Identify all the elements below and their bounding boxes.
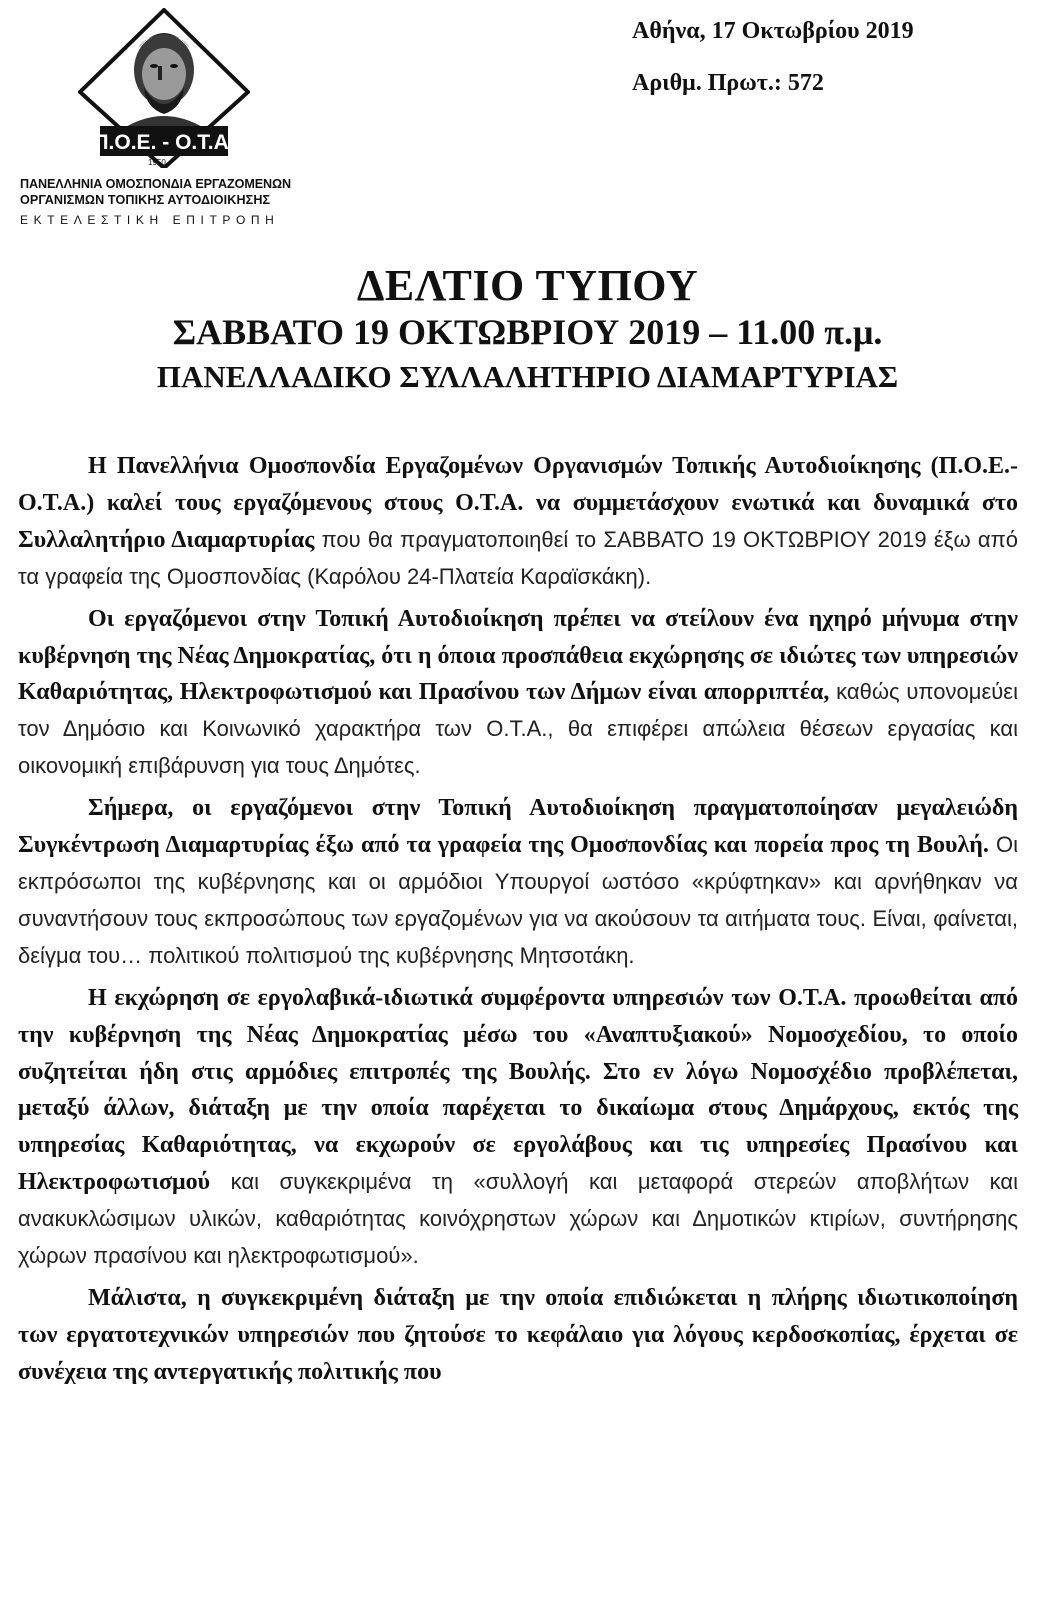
paragraph-regular: που θα πραγματοποιηθεί το ΣΑΒΒΑΤΟ 19 ΟΚΤΩΒΡΙΟΥ 2019 έξω από τα γραφεία της Ομοσπονδίας (Καρόλου 24-Πλατεία Καραϊσκάκη). xyxy=(18,526,1018,589)
protocol-number: 572 xyxy=(787,70,824,96)
logo-year: 1950 xyxy=(148,158,166,167)
press-release-body xyxy=(18,448,1018,1396)
paragraph-regular: και συγκεκριμένα τη «συλλογή και μεταφορά στερεών αποβλήτων και ανακυκλώσιμων υλικών, καθαριότητας κοινόχρηστων χώρων και Δημοτικών κτιρίων, συντήρησης χώρων πρασίνου και ηλεκτροφωτισμού». xyxy=(18,1169,1018,1269)
date-line: Αθήνα, 17 Οκτωβρίου 2019 xyxy=(632,18,914,44)
document-meta xyxy=(632,18,914,122)
org-name-line1: ΠΑΝΕΛΛΗΝΙΑ ΟΜΟΣΠΟΝΔΙΑ ΕΡΓΑΖΟΜΕΝΩΝ xyxy=(20,177,291,191)
paragraph xyxy=(18,1280,1018,1391)
organization-name xyxy=(20,176,320,230)
paragraph-bold: Σήμερα, οι εργαζόμενοι στην Τοπική Αυτοδιοίκηση πραγματοποίησαν μεγαλειώδη Συγκέντρωση Διαμαρτυρίας έξω από τα γραφεία της Ομοσπονδίας και πορεία προς τη Βουλή. xyxy=(18,795,1018,859)
paragraph-bold: Η Πανελλήνια Ομοσπονδία Εργαζομένων Οργανισμών Τοπικής Αυτοδιοίκησης (Π.Ο.Ε.-Ο.Τ.Α.) καλεί τους εργαζόμενους στους Ο.Τ.Α. να συμμετάσχουν ενωτικά και δυναμικά στο Συλλαλητήριο Διαμαρτυρίας xyxy=(18,453,1018,553)
paragraph xyxy=(18,601,1018,786)
event-name-heading: ΠΑΝΕΛΛΑΔΙΚΟ ΣΥΛΛΑΛΗΤΗΡΙΟ ΔΙΑΜΑΡΤΥΡΙΑΣ xyxy=(156,359,899,394)
document-title: ΔΕΛΤΙΟ ΤΥΠΟΥ xyxy=(356,261,699,310)
event-date-heading: ΣΑΒΒΑΤΟ 19 ΟΚΤΩΒΡΙΟΥ 2019 – 11.00 π.μ. xyxy=(172,312,883,352)
logo-banner-text: Π.Ο.Ε. - Ο.Τ.Α. xyxy=(93,131,235,154)
paragraph-bold: Οι εργαζόμενοι στην Τοπική Αυτοδιοίκηση πρέπει να στείλουν ένα ηχηρό μήνυμα στην κυβέρνηση της Νέας Δημοκρατίας, ότι η όποια προσπάθεια εκχώρησης σε ιδιώτες των υπηρεσιών Καθαριότητας, Ηλεκτροφωτισμού και Πρασίνου των Δήμων είναι απορριπτέα, xyxy=(18,605,1018,706)
paragraph-bold: Μάλιστα, η συγκεκριμένη διάταξη με την οποία επιδιώκεται η πλήρης ιδιωτικοποίηση των εργατοτεχνικών υπηρεσιών που ζητούσε το κεφάλαιο για λόγους κερδοσκοπίας, έρχεται σε συνέχεια της αντεργατικής πολιτικής που xyxy=(18,1284,1018,1385)
org-committee: ΕΚΤΕΛΕΣΤΙΚΗ ΕΠΙΤΡΟΠΗ xyxy=(20,213,280,227)
protocol-line xyxy=(632,70,914,122)
org-name-line2: ΟΡΓΑΝΙΣΜΩΝ ΤΟΠΙΚΗΣ ΑΥΤΟΔΙΟΙΚΗΣΗΣ xyxy=(20,193,271,207)
paragraph-regular: Οι εκπρόσωποι της κυβέρνησης και οι αρμόδιοι Υπουργοί ωστόσο «κρύφτηκαν» και αρνήθηκαν να συναντήσουν τους εκπροσώπους των εργαζομένων για να ακούσουν τα αιτήματα τους. Είναι, φαίνεται, δείγμα του… πολιτικού πολιτισμού της κυβέρνησης Μητσοτάκη. xyxy=(18,832,1018,968)
paragraph-regular: καθώς υπονομεύει τον Δημόσιο και Κοινωνικό χαρακτήρα των Ο.Τ.Α., θα επιφέρει απώλεια θέσεων εργασίας και οικονομική επιβάρυνση για τους Δημότες. xyxy=(18,679,1018,779)
paragraph xyxy=(18,790,1018,975)
paragraph xyxy=(18,980,1018,1275)
paragraph xyxy=(18,448,1018,596)
paragraph-bold: Η εκχώρηση σε εργολαβικά-ιδιωτικά συμφέροντα υπηρεσιών των Ο.Τ.Α. προωθείται από την κυβέρνηση της Νέας Δημοκρατίας μέσω του «Αναπτυξιακού» Νομοσχεδίου, το οποίο συζητείται ήδη στις αρμόδιες επιτροπές της Βουλής. Στο εν λόγω Νομοσχέδιο προβλέπεται, μεταξύ άλλων, διάταξη με την οποία παρέχεται το δικαίωμα στους Δημάρχους, εκτός της υπηρεσίας Καθαριότητας, να εκχωρούν σε εργολάβους και τις υπηρεσίες Πρασίνου και Ηλεκτροφωτισμού xyxy=(18,984,1018,1196)
title-block xyxy=(0,262,1055,398)
logo-emblem xyxy=(78,8,250,168)
protocol-label: Αριθμ. Πρωτ.: xyxy=(632,70,782,96)
